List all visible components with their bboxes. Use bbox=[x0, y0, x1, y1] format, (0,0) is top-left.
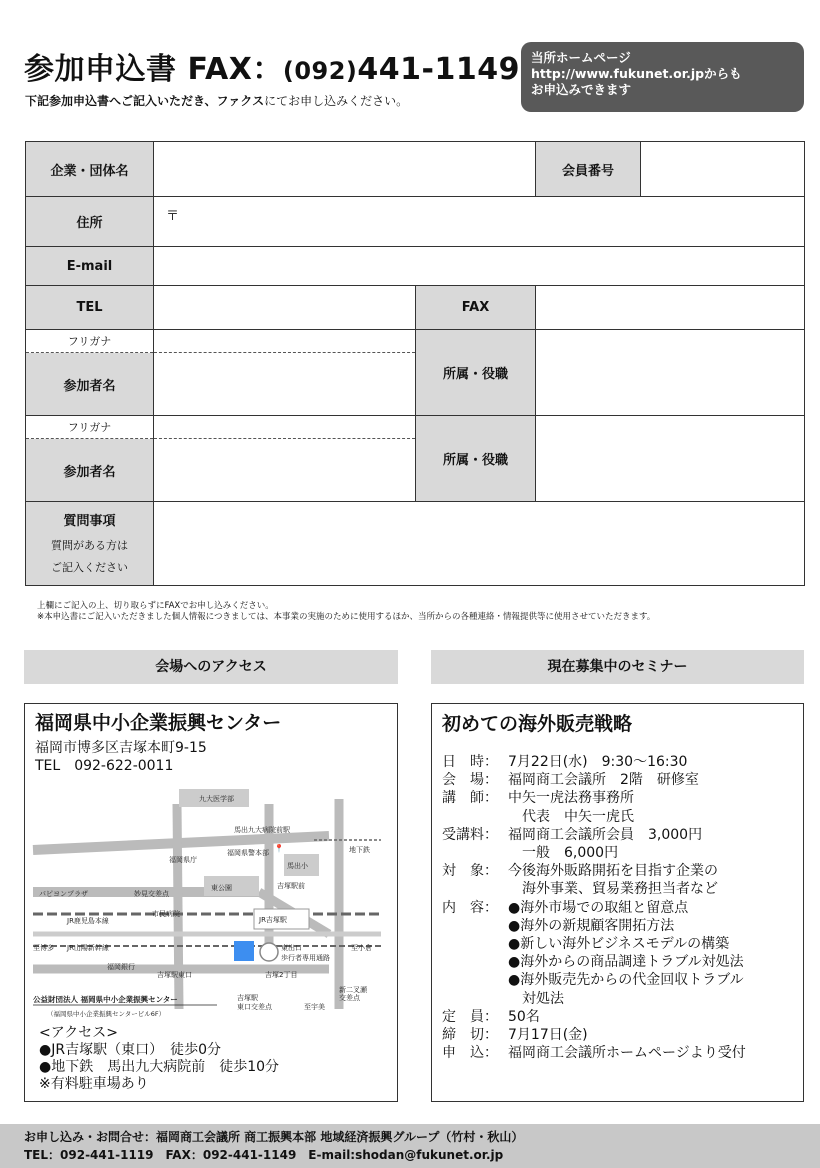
seminar-row-line: 一般 6,000円 bbox=[508, 845, 619, 862]
seminar-row-line: 今後海外販路開拓を目指す企業の bbox=[508, 863, 718, 880]
seminar-row-value bbox=[508, 1026, 588, 1044]
venue-panel bbox=[24, 703, 398, 1102]
subtitle-bold: 下記参加申込書へご記入いただき、ファクス bbox=[25, 94, 265, 108]
zip-mark: 〒 bbox=[166, 209, 180, 224]
address-field[interactable] bbox=[154, 197, 805, 247]
map-label-center: 公益財団法人 福岡県中小企業振興センター bbox=[33, 995, 178, 1004]
seminar-row-value bbox=[508, 753, 687, 771]
seminar-row-line: ●海外販売先からの代金回収トラブル bbox=[508, 972, 744, 989]
email-label: E-mail bbox=[26, 247, 154, 286]
map-label-yoshizuka-2: 吉塚2丁目 bbox=[265, 971, 298, 979]
map-label-center-bldg: （福岡県中小企業振興センタービル6F） bbox=[47, 1010, 166, 1018]
seminar-title: 初めての海外販売戦略 bbox=[442, 713, 633, 735]
rotary-icon bbox=[260, 943, 278, 961]
seminar-row-line: 福岡商工会議所 2階 研修室 bbox=[508, 772, 699, 789]
seminar-row-label: 締 切： bbox=[442, 1027, 498, 1044]
map-label-to-umi: 至宇美 bbox=[304, 1003, 325, 1011]
seminar-row bbox=[442, 826, 746, 862]
pin-icon: 📍 bbox=[274, 844, 284, 853]
map-label-east-exit: 東出口 bbox=[281, 944, 302, 952]
access-heading: <アクセス> bbox=[39, 1025, 119, 1041]
map-label-kyudai-med: 九大医学部 bbox=[199, 795, 234, 803]
map-label-subway: 地下鉄 bbox=[349, 846, 370, 854]
map-label-jr-sanyo: JR山陽新幹線 bbox=[67, 944, 109, 952]
note-line-2: ※本申込書にご記入いただきました個人情報につきましては、本事業の実施のために使用するほか、当所からの各種連絡・情報提供等に使用させていただきます。 bbox=[37, 612, 656, 622]
access-map bbox=[29, 784, 381, 1024]
seminar-row-line: ●海外市場での取組と留意点 bbox=[508, 899, 689, 916]
access-info bbox=[39, 1025, 279, 1093]
contact-footer bbox=[0, 1124, 820, 1168]
title-area-code: (092) bbox=[282, 57, 358, 85]
position-label: 所属・役職 bbox=[416, 416, 536, 502]
seminar-row-line: 中矢一虎法務事務所 bbox=[508, 790, 634, 807]
page-subtitle bbox=[25, 92, 408, 109]
map-label-pedestrian: 歩行者専用通路 bbox=[281, 954, 330, 962]
map-label-shin-futamata-2: 交差点 bbox=[339, 994, 360, 1002]
seminar-row-line: 代表 中矢一虎氏 bbox=[508, 808, 634, 825]
homepage-line-1: 当所ホームページ bbox=[531, 50, 631, 65]
question-title: 質問事項 bbox=[63, 513, 116, 529]
seminar-row-line: 50名 bbox=[508, 1008, 540, 1025]
map-label-jr-kagoshima: JR鹿児島本線 bbox=[67, 917, 109, 925]
map-label-pref-office: 福岡県庁 bbox=[169, 856, 197, 864]
question-field[interactable] bbox=[154, 502, 805, 586]
participant-label: 参加者名 bbox=[26, 439, 154, 502]
seminar-row-line: 福岡商工会議所会員 3,000円 bbox=[508, 826, 703, 843]
access-section-title: 会場へのアクセス bbox=[24, 650, 398, 684]
form-notes bbox=[37, 601, 655, 623]
map-label-pavilion: パピヨンプラザ bbox=[39, 890, 88, 898]
seminar-panel bbox=[431, 703, 804, 1102]
question-label bbox=[26, 502, 154, 586]
seminar-row-label: 申 込： bbox=[442, 1045, 498, 1062]
map-label-kyudai-hosp-st: 馬出九大病院前駅 bbox=[234, 826, 290, 834]
fax-field[interactable] bbox=[536, 286, 805, 330]
seminar-row-label: 対 象： bbox=[442, 863, 498, 880]
furigana-label: フリガナ bbox=[26, 330, 154, 353]
company-field[interactable] bbox=[154, 142, 536, 197]
footer-numbers: TEL：092-441-1119 FAX：092-441-1149 E-mail:shodan@fukunet.or.jp bbox=[24, 1148, 504, 1162]
seminar-row bbox=[442, 1044, 746, 1062]
tel-label: TEL bbox=[26, 286, 154, 330]
seminar-row-value bbox=[508, 789, 634, 825]
seminar-row bbox=[442, 1008, 746, 1026]
homepage-notice bbox=[521, 42, 804, 112]
tel-field[interactable] bbox=[154, 286, 416, 330]
furigana-label: フリガナ bbox=[26, 416, 154, 439]
seminar-row-value bbox=[508, 1008, 540, 1026]
seminar-row-line: 海外事業、貿易業務担当者など bbox=[508, 881, 718, 898]
member-no-field[interactable] bbox=[641, 142, 805, 197]
title-fax-number: 441-1149 bbox=[357, 52, 520, 87]
position-field[interactable] bbox=[536, 416, 805, 502]
seminar-row-line: ●新しい海外ビジネスモデルの構築 bbox=[508, 936, 730, 953]
seminar-row-label: 内 容： bbox=[442, 899, 498, 916]
seminar-row-label: 講 師： bbox=[442, 790, 498, 807]
question-sub-1: 質問がある方は bbox=[51, 538, 128, 552]
seminar-row-line: ●海外からの商品調達トラブル対処法 bbox=[508, 954, 744, 971]
venue-name: 福岡県中小企業振興センター bbox=[35, 712, 282, 734]
map-label-maidashi: 馬出小 bbox=[287, 862, 308, 870]
subtitle-rest: にてお申し込みください。 bbox=[264, 94, 409, 108]
seminar-row-value bbox=[508, 1044, 746, 1062]
participant-field[interactable] bbox=[154, 353, 416, 416]
page-title bbox=[24, 44, 520, 88]
map-label-jr-yoshizuka: JR吉塚駅 bbox=[259, 916, 287, 924]
application-form bbox=[25, 141, 805, 586]
seminar-row bbox=[442, 899, 746, 1008]
seminar-row-line: 対処法 bbox=[508, 990, 564, 1007]
venue-marker bbox=[234, 941, 254, 961]
map-label-yoshizuka-cross-2: 東口交差点 bbox=[237, 1003, 272, 1011]
footer-contact: お申し込み・お問合せ：福岡商工会議所 商工振興本部 地域経済振興グループ（竹村・秋山） bbox=[24, 1130, 524, 1144]
homepage-line-3: お申込みできます bbox=[531, 82, 632, 97]
access-item-parking: ※有料駐車場あり bbox=[39, 1076, 149, 1092]
seminar-row-label: 会 場： bbox=[442, 772, 498, 789]
seminar-row-label: 受講料： bbox=[442, 826, 498, 843]
seminar-row-label: 日 時： bbox=[442, 754, 498, 770]
question-sub-2: ご記入ください bbox=[51, 560, 128, 574]
seminar-row bbox=[442, 753, 746, 771]
seminar-row-value bbox=[508, 826, 702, 862]
seminar-row-value bbox=[508, 862, 718, 898]
map-label-higashi-park: 東公園 bbox=[211, 884, 232, 892]
seminar-row bbox=[442, 862, 746, 898]
title-main: 参加申込書 FAX： bbox=[24, 52, 283, 87]
map-label-yoshizuka-east: 吉塚駅東口 bbox=[157, 971, 192, 979]
map-label-shimin-hosp: 市民病院 bbox=[152, 910, 180, 918]
position-label: 所属・役職 bbox=[416, 330, 536, 416]
seminar-row-line: 7月22日(水) 9:30〜16:30 bbox=[508, 754, 688, 770]
map-label-shin-futamata: 新二叉瀬 bbox=[339, 986, 367, 994]
seminar-row bbox=[442, 789, 746, 825]
map-label-yoshizuka-cross: 吉塚駅 bbox=[237, 994, 258, 1002]
seminar-row-line: ●海外の新規顧客開拓方法 bbox=[508, 917, 675, 934]
map-label-to-koga: 至小倉 bbox=[351, 944, 372, 952]
seminar-row bbox=[442, 771, 746, 789]
seminar-row-value bbox=[508, 771, 699, 789]
seminar-row bbox=[442, 1026, 746, 1044]
seminar-row-line: 福岡商工会議所ホームページより受付 bbox=[508, 1045, 746, 1062]
fax-label: FAX bbox=[416, 286, 536, 330]
homepage-url[interactable]: http://www.fukunet.or.jpからも bbox=[531, 66, 742, 81]
seminar-row-line: 7月17日(金) bbox=[508, 1027, 588, 1044]
map-label-to-hakata: 至博多 bbox=[33, 944, 54, 952]
seminar-row-value bbox=[508, 899, 744, 1008]
venue-tel: TEL 092-622-0011 bbox=[35, 758, 174, 774]
seminar-section-title: 現在募集中のセミナー bbox=[431, 650, 804, 684]
company-label: 企業・団体名 bbox=[26, 142, 154, 197]
email-field[interactable] bbox=[154, 247, 805, 286]
position-field[interactable] bbox=[536, 330, 805, 416]
address-label: 住所 bbox=[26, 197, 154, 247]
map-label-yoshizuka-ekimae: 吉塚駅前 bbox=[277, 882, 305, 890]
seminar-details bbox=[442, 753, 746, 1062]
note-line-1: 上欄にご記入の上、切り取らずにFAXでお申し込みください。 bbox=[37, 601, 274, 611]
participant-field[interactable] bbox=[154, 439, 416, 502]
map-label-fukuoka-bank: 福岡銀行 bbox=[107, 963, 135, 971]
furigana-field[interactable] bbox=[154, 330, 416, 353]
venue-address: 福岡市博多区吉塚本町9-15 bbox=[35, 740, 207, 756]
seminar-row-label: 定 員： bbox=[442, 1008, 498, 1025]
access-item-jr: ●JR吉塚駅（東口） 徒歩0分 bbox=[39, 1042, 221, 1058]
member-no-label: 会員番号 bbox=[536, 142, 641, 197]
access-item-subway: ●地下鉄 馬出九大病院前 徒歩10分 bbox=[39, 1059, 280, 1075]
participant-label: 参加者名 bbox=[26, 353, 154, 416]
furigana-field[interactable] bbox=[154, 416, 416, 439]
map-label-pref-police: 福岡県警本部 bbox=[227, 849, 269, 857]
map-label-myoken: 妙見交差点 bbox=[134, 890, 169, 898]
